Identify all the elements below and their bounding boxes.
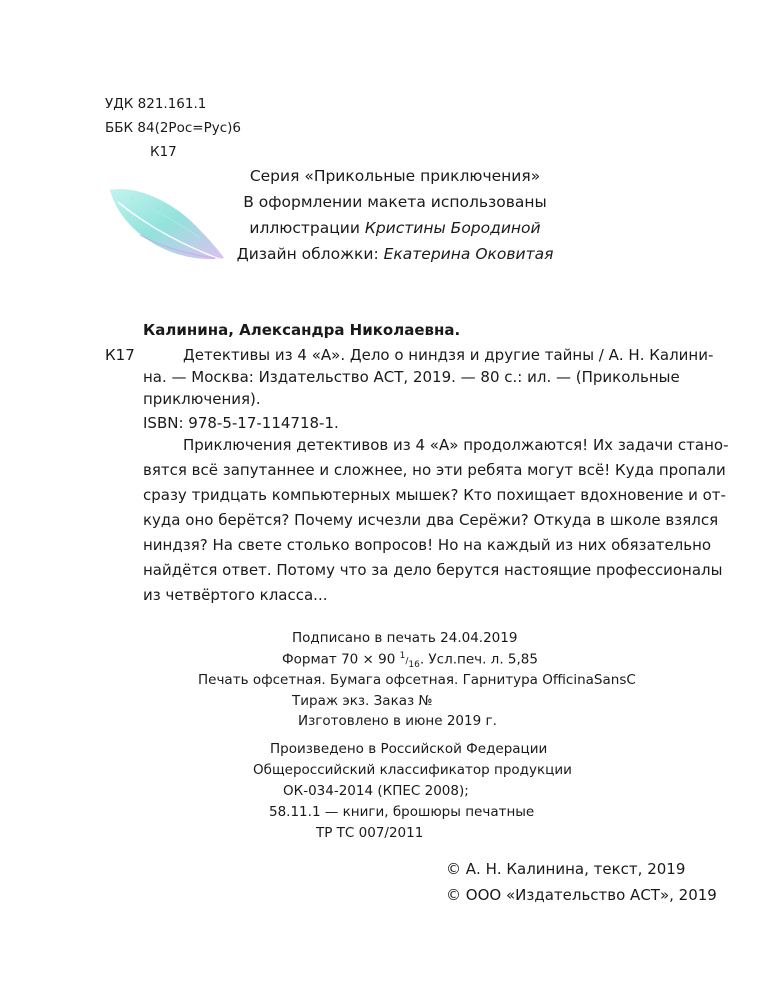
biblio-line-2: на. — Москва: Издательство АСТ, 2019. — 80 с.: ил. — (Прикольные: [143, 368, 680, 386]
isbn: ISBN: 978-5-17-114718-1.: [143, 414, 339, 432]
format-suffix: . Усл.печ. л. 5,85: [419, 651, 538, 668]
format-line: Формат 70 × 90 $^1/_{16}$. Усл.печ. л. 5,85: [282, 651, 538, 671]
cover-designer-name: Екатерина Оковитая: [383, 245, 554, 263]
illustrator-name: Кристины Бородиной: [364, 219, 541, 237]
series-title: Серия «Прикольные приключения»: [249, 167, 541, 185]
print-run-line: Тираж экз. Заказ №: [292, 693, 433, 709]
author-sign-code: К17: [150, 144, 177, 160]
annotation-line: вятся всё запутаннее и сложнее, но эти ребята могут всё! Куда пропали: [143, 461, 726, 479]
entry-code: К17: [105, 346, 135, 364]
annotation-line: найдётся ответ. Потому что за дело берутся настоящие профессионалы: [143, 561, 723, 579]
bbk-code: ББК 84(2Рос=Рус)6: [105, 120, 241, 136]
biblio-line-3: приключения).: [143, 390, 261, 408]
copyright-publisher: © ООО «Издательство АСТ», 2019: [446, 886, 717, 904]
format-denominator: 16: [408, 660, 420, 671]
illustrator-prefix: иллюстрации: [249, 219, 365, 237]
cover-design-line: [230, 245, 560, 263]
annotation-line: куда оно берётся? Почему исчезли два Серёжи? Откуда в школе взялся: [143, 511, 719, 529]
tech-regulation: ТР ТС 007/2011: [316, 825, 424, 841]
copyright-author: © А. Н. Калинина, текст, 2019: [446, 860, 686, 878]
annotation-line: Приключения детективов из 4 «А» продолжаются! Их задачи стано-: [183, 436, 729, 454]
production-line: Произведено в Российской Федерации: [270, 741, 548, 757]
format-prefix: Формат 70 × 90: [282, 651, 400, 668]
classifier-line: Общероссийский классификатор продукции: [253, 762, 572, 778]
annotation-line: из четвёртого класса...: [143, 586, 328, 604]
paper-line: Печать офсетная. Бумага офсетная. Гарнитура OfficinaSansC: [198, 672, 636, 688]
biblio-line-1: Детективы из 4 «А». Дело о ниндзя и другие тайны / А. Н. Калини-: [183, 346, 714, 364]
layout-illustration-note: В оформлении макета использованы: [243, 193, 547, 211]
signed-for-print: Подписано в печать 24.04.2019: [292, 630, 518, 646]
author-heading: Калинина, Александра Николаевна.: [143, 321, 461, 339]
okpd-code: ОК-034-2014 (КПЕС 2008);: [283, 783, 469, 799]
annotation-line: ниндзя? На свете столько вопросов! Но на каждый из них обязательно: [143, 536, 712, 554]
manufactured-line: Изготовлено в июне 2019 г.: [298, 713, 497, 729]
udk-code: УДК 821.161.1: [105, 96, 207, 112]
feather-icon: [100, 180, 230, 280]
illustrator-line: [230, 219, 560, 237]
product-type: 58.11.1 — книги, брошюры печатные: [269, 804, 535, 820]
cover-design-prefix: Дизайн обложки:: [236, 245, 384, 263]
annotation-line: сразу тридцать компьютерных мышек? Кто похищает вдохновение и от-: [143, 486, 726, 504]
format-numerator: 1: [399, 651, 406, 661]
